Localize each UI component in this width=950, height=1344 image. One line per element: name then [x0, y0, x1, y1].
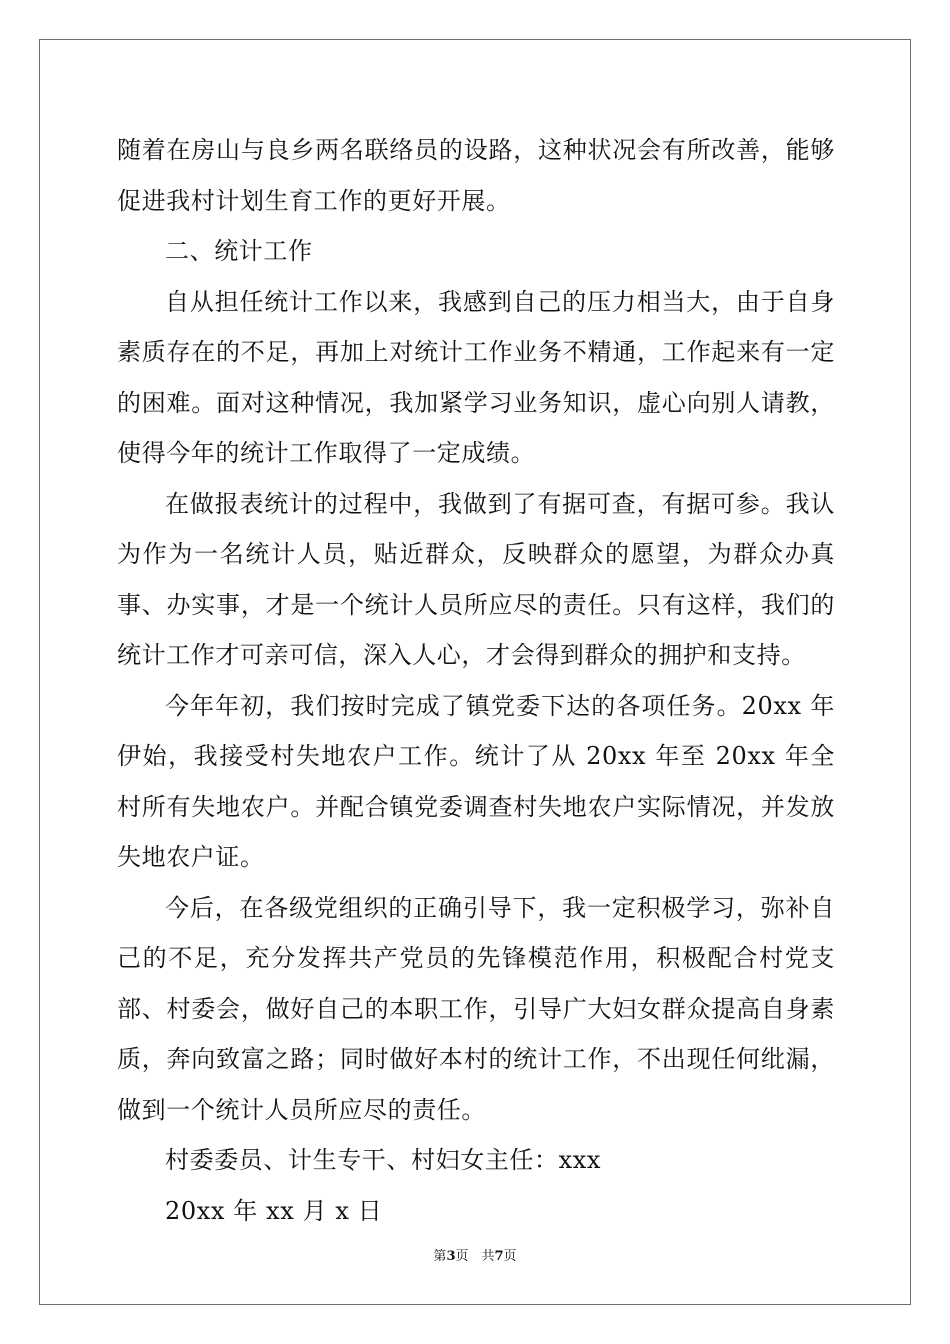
paragraph: 今后，在各级党组织的正确引导下，我一定积极学习，弥补自己的不足，充分发挥共产党员的先锋模范作用，积极配合村党支部、村委会，做好自己的本职工作，引导广大妇女群众提高自身素质，奔向致富之路；同时做好本村的统计工作，不出现任何纰漏，做到一个统计人员所应尽的责任。 — [117, 893, 835, 1124]
paragraph: 自从担任统计工作以来，我感到自己的压力相当大，由于自身素质存在的不足，再加上对统计工作业务不精通，工作起来有一定的困难。面对这种情况，我加紧学习业务知识，虚心向别人请教，使得今年的统计工作取得了一定成绩。 — [117, 287, 835, 467]
document-body — [117, 125, 835, 1236]
paragraph: 今年年初，我们按时完成了镇党委下达的各项任务。20xx 年伊始，我接受村失地农户工作。统计了从 20xx 年至 20xx 年全村所有失地农户。并配合镇党委调查村失地农户实际情况，并发放失地农户证。 — [117, 691, 835, 871]
footer-total-pages: 7 — [494, 1249, 504, 1264]
footer-prefix: 第 — [433, 1249, 447, 1264]
paragraph: 随着在房山与良乡两名联络员的设路，这种状况会有所改善，能够促进我村计划生育工作的更好开展。 — [117, 136, 835, 215]
page-footer — [0, 1245, 950, 1264]
footer-suffix: 页 — [503, 1249, 517, 1264]
paragraph: 在做报表统计的过程中，我做到了有据可查，有据可参。我认为作为一名统计人员，贴近群众，反映群众的愿望，为群众办真事、办实事，才是一个统计人员所应尽的责任。只有这样，我们的统计工作才可亲可信，深入人心，才会得到群众的拥护和支持。 — [117, 489, 835, 669]
date-line: 20xx 年 xx 月 x 日 — [165, 1196, 383, 1225]
section-heading: 二、统计工作 — [165, 237, 313, 265]
footer-page-number: 3 — [446, 1249, 456, 1264]
footer-mid: 页 共 — [455, 1249, 495, 1264]
signature-line: 村委委员、计生专干、村妇女主任：xxx — [165, 1146, 602, 1174]
